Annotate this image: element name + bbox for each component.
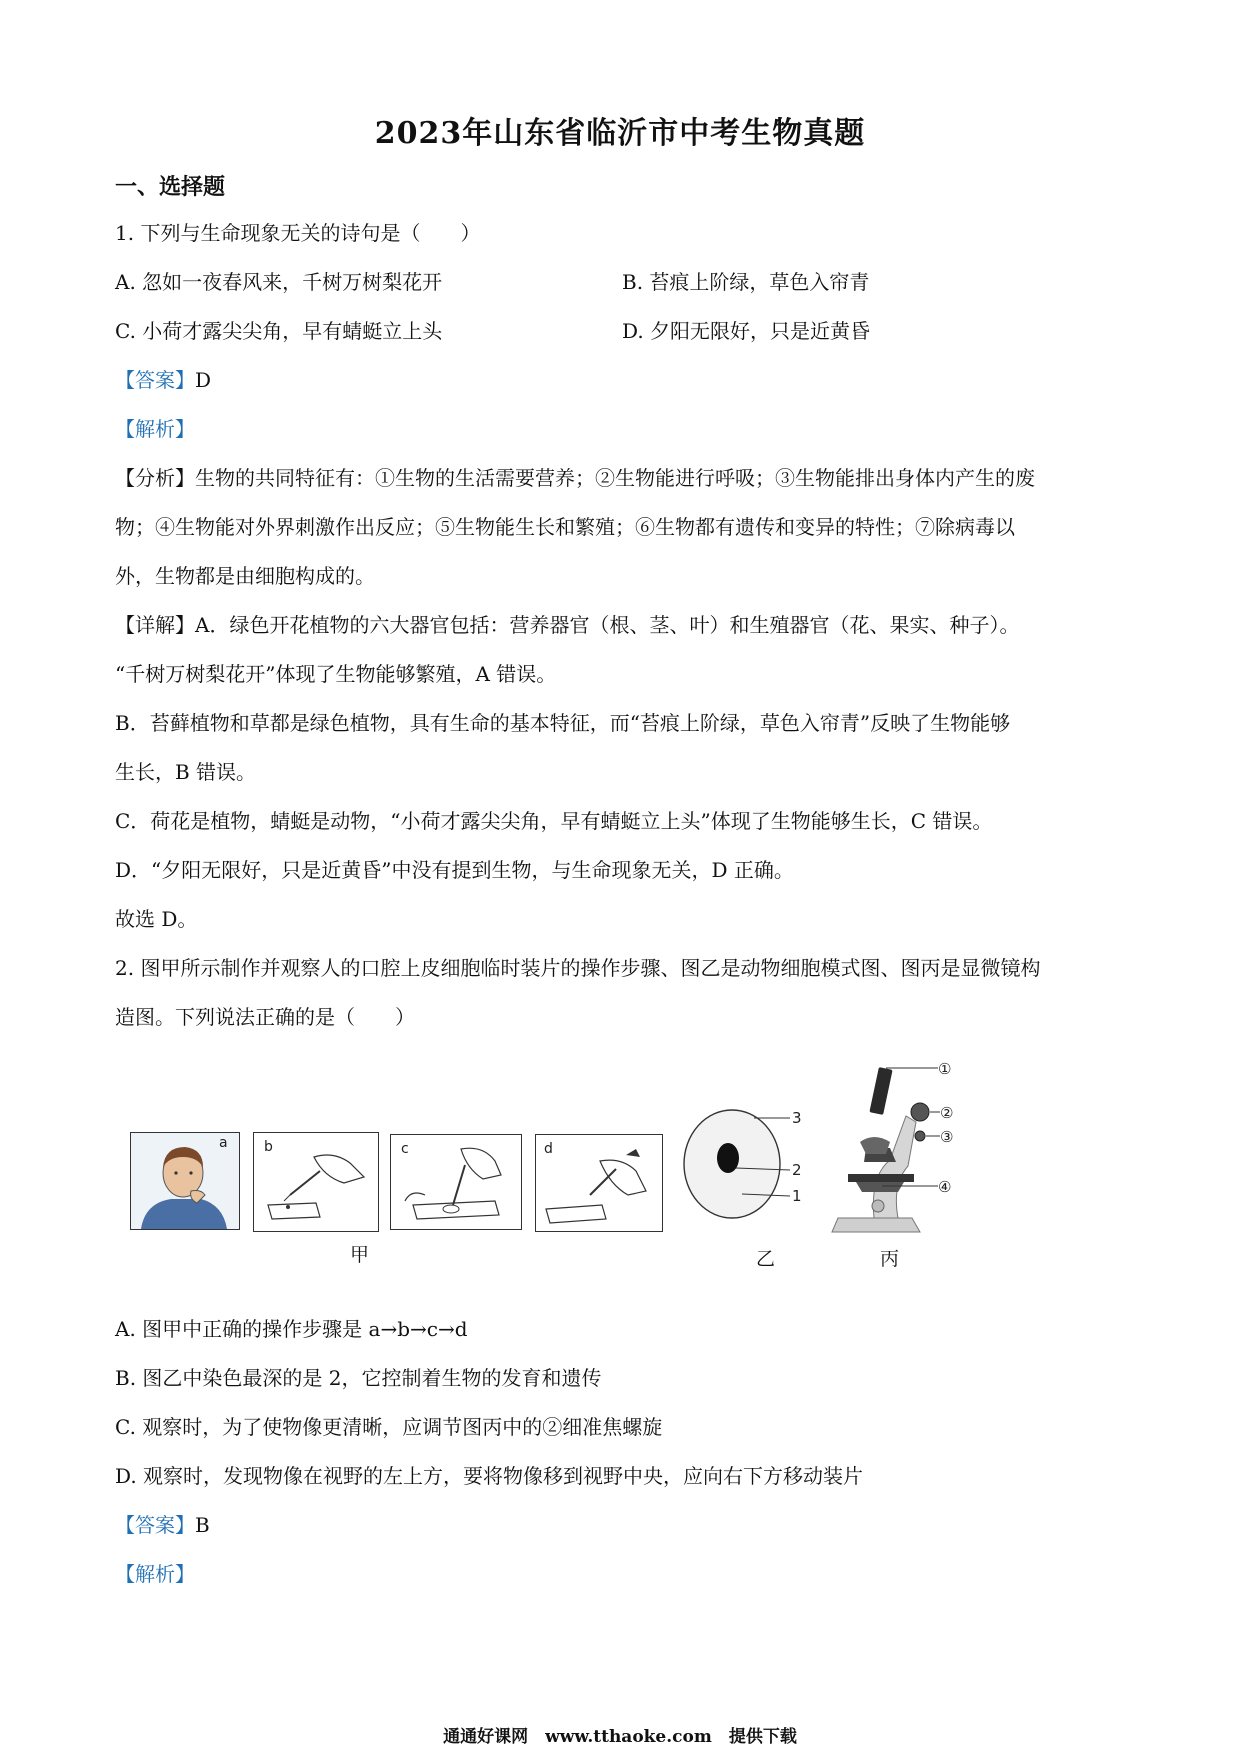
microscope-number-4: ④	[938, 1178, 952, 1196]
step-panel-a	[130, 1132, 240, 1230]
dropper-illustration-b	[254, 1133, 378, 1231]
panel-letter-c: c	[401, 1141, 409, 1157]
panel-letter-d: d	[544, 1141, 553, 1157]
q2-analysis-tag: 【解析】	[115, 1562, 195, 1586]
scraper-illustration-c	[391, 1135, 521, 1229]
microscope-diagram	[820, 1056, 970, 1242]
answer-tag: 【答案】	[115, 368, 195, 392]
cell-number-2: 2	[792, 1161, 802, 1179]
cell-number-1: 1	[792, 1187, 802, 1205]
q1-xiangjie-line-7: 故选 D。	[115, 907, 198, 931]
figure-label-jia: 甲	[350, 1244, 370, 1266]
page-title: 2023年山东省临沂市中考生物真题	[374, 116, 866, 151]
step-panel-d	[535, 1134, 663, 1232]
panel-letter-a: a	[219, 1135, 228, 1151]
q1-xiangjie-line-3: B．苔藓植物和草都是绿色植物，具有生命的基本特征，而“苔痕上阶绿，草色入帘青”反映了生物能够	[115, 711, 1011, 735]
animal-cell-diagram	[680, 1100, 820, 1240]
q1-option-d: D. 夕阳无限好，只是近黄昏	[622, 319, 871, 343]
step-panel-b	[253, 1132, 379, 1232]
q1-fenxi-line-1	[115, 464, 1035, 492]
q1-option-c: C. 小荷才露尖尖角，早有蜻蜓立上头	[115, 319, 443, 343]
fenxi-text: 生物的共同特征有：①生物的生活需要营养；②生物能进行呼吸；③生物能排出身体内产生的废	[195, 466, 1035, 490]
microscope-number-2: ②	[940, 1104, 954, 1122]
answer-value: B	[195, 1513, 210, 1537]
answer-value: D	[195, 368, 212, 392]
microscope-number-3: ③	[940, 1128, 954, 1146]
person-illustration	[131, 1133, 239, 1229]
q2-option-d: D. 观察时，发现物像在视野的左上方，要将物像移到视野中央，应向右下方移动装片	[115, 1464, 864, 1488]
animal-cell-figure	[680, 1100, 820, 1240]
q1-option-a: A. 忽如一夜春风来，千树万树梨花开	[115, 270, 443, 294]
q1-xiangjie-line-4: 生长，B 错误。	[115, 760, 257, 784]
q1-stem: 1. 下列与生命现象无关的诗句是（ ）	[115, 221, 481, 245]
q1-option-b: B. 苔痕上阶绿，草色入帘青	[622, 270, 870, 294]
q1-xiangjie-line-1	[115, 611, 1019, 639]
q2-option-a: A. 图甲中正确的操作步骤是 a→b→c→d	[115, 1317, 468, 1341]
answer-tag: 【答案】	[115, 1513, 195, 1537]
q1-fenxi-line-3: 外，生物都是由细胞构成的。	[115, 564, 375, 588]
q2-option-c: C. 观察时，为了使物像更清晰，应调节图丙中的②细准焦螺旋	[115, 1415, 663, 1439]
q1-xiangjie-line-6: D．“夕阳无限好，只是近黄昏”中没有提到生物，与生命现象无关，D 正确。	[115, 858, 794, 882]
q2-option-b: B. 图乙中染色最深的是 2，它控制着生物的发育和遗传	[115, 1366, 602, 1390]
microscope-figure	[820, 1056, 970, 1242]
dropper-illustration-d	[536, 1135, 662, 1231]
page-footer: 通通好课网 www.tthaoke.com 提供下载	[443, 1727, 797, 1747]
q2-answer	[115, 1511, 210, 1539]
q1-xiangjie-line-5: C．荷花是植物，蜻蜓是动物，“小荷才露尖尖角，早有蜻蜓立上头”体现了生物能够生长，C 错误。	[115, 809, 993, 833]
xiangjie-tag: 【详解】	[115, 613, 195, 637]
q2-stem-line-1: 2. 图甲所示制作并观察人的口腔上皮细胞临时装片的操作步骤、图乙是动物细胞模式图、图丙是显微镜构	[115, 956, 1041, 980]
step-panel-c	[390, 1134, 522, 1230]
figure-label-yi: 乙	[756, 1248, 776, 1270]
q1-xiangjie-line-2: “千树万树梨花开”体现了生物能够繁殖，A 错误。	[115, 662, 557, 686]
fenxi-tag: 【分析】	[115, 466, 195, 490]
q1-analysis-tag: 【解析】	[115, 417, 195, 441]
microscope-number-1: ①	[938, 1060, 952, 1078]
q1-fenxi-line-2: 物；④生物能对外界刺激作出反应；⑤生物能生长和繁殖；⑥生物都有遗传和变异的特性；⑦除病毒以	[115, 515, 1015, 539]
section-heading: 一、选择题	[115, 174, 226, 200]
xiangjie-text: A．绿色开花植物的六大器官包括：营养器官（根、茎、叶）和生殖器官（花、果实、种子）。	[195, 613, 1020, 637]
figure-label-bing: 丙	[880, 1248, 900, 1270]
cell-number-3: 3	[792, 1109, 802, 1127]
panel-letter-b: b	[264, 1139, 273, 1155]
q2-stem-line-2: 造图。下列说法正确的是（ ）	[115, 1005, 415, 1029]
q1-answer	[115, 366, 211, 394]
